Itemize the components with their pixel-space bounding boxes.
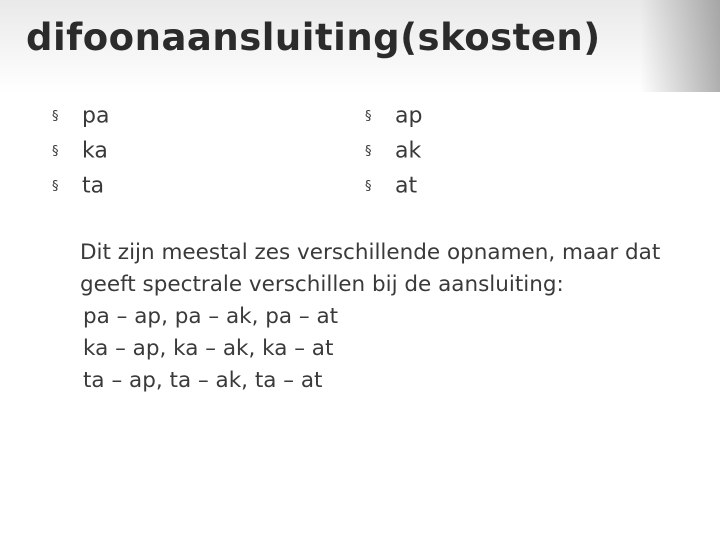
bullet-list-right (365, 98, 422, 203)
explanation-paragraph (80, 237, 700, 397)
list-item (52, 98, 109, 133)
slide-title: difoonaansluiting(skosten) (26, 16, 601, 59)
bullet-text: ta (82, 173, 105, 199)
example-line: pa – ap, pa – ak, pa – at (83, 304, 339, 329)
example-line: ta – ap, ta – ak, ta – at (83, 368, 323, 393)
bullet-icon: § (52, 178, 59, 194)
bullet-text: ak (395, 138, 422, 164)
bullet-text: pa (82, 103, 110, 129)
list-item (52, 133, 109, 168)
bullet-list-left (52, 98, 109, 203)
bullet-text: ap (395, 103, 423, 129)
list-item (52, 168, 109, 203)
list-item (365, 168, 422, 203)
list-item (365, 133, 422, 168)
paragraph-line: geeft spectrale verschillen bij de aansluiting: (80, 272, 564, 297)
bullet-text: ka (82, 138, 108, 164)
bullet-icon: § (365, 143, 372, 159)
list-item (365, 98, 422, 133)
bullet-icon: § (52, 108, 59, 124)
example-line: ka – ap, ka – ak, ka – at (83, 336, 334, 361)
bullet-text: at (395, 173, 418, 199)
bullet-icon: § (365, 178, 372, 194)
paragraph-line: Dit zijn meestal zes verschillende opnamen, maar dat (80, 240, 661, 265)
bullet-icon: § (52, 143, 59, 159)
bullet-icon: § (365, 108, 372, 124)
